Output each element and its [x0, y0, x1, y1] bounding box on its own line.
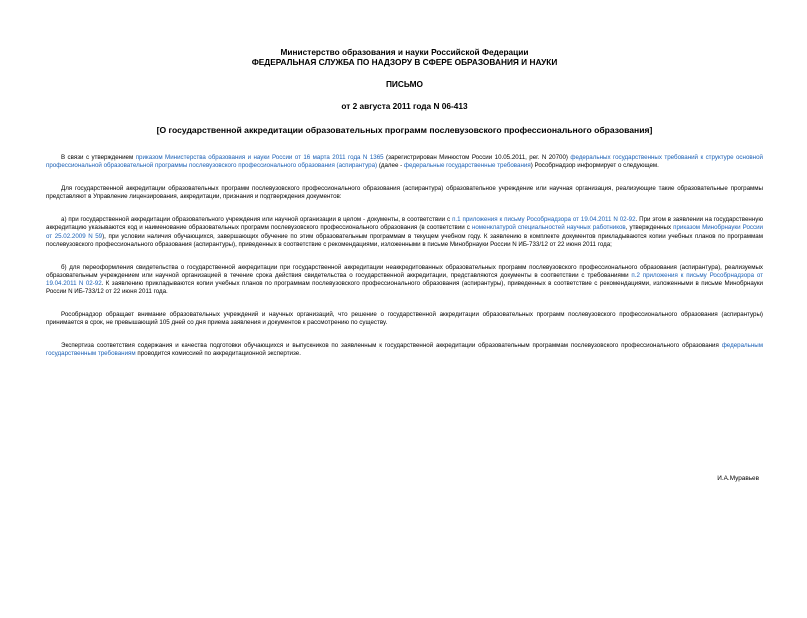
text-run: (далее - — [377, 162, 404, 170]
link-nomenclature[interactable]: номенклатурой специальностей научных работников — [471, 224, 626, 232]
paragraph-5 — [46, 311, 763, 327]
document-body — [46, 154, 763, 359]
link-fgt-requirements[interactable]: федеральным государственным требованиям — [46, 342, 763, 358]
ministry-name: Министерство образования и науки Российской Федерации — [280, 47, 529, 57]
link-letter-02-92-p2[interactable]: п.2 приложения к письму Рособрнадзора от 19.04.2011 N 02-92 — [46, 271, 763, 287]
text-run: (зарегистрирован Минюстом России 10.05.2011, рег. N 20700) — [383, 154, 571, 161]
paragraph-3 — [46, 216, 763, 248]
paragraph-6 — [46, 342, 763, 358]
text-run: Для государственной аккредитации образовательных программ послевузовского профессионального образования (аспирантура) образовательное учреждение или научная организация, реализующие такие образовательные программы представляют в Управление лицензирования, аккредитации, признания и подтверждения документов: — [46, 185, 763, 201]
document-subject: [О государственной аккредитации образовательных программ послевузовского профессионального образования] — [156, 125, 653, 135]
link-fgt-short[interactable]: федеральные государственные требования — [403, 162, 531, 170]
paragraph-2 — [46, 185, 763, 201]
service-name: ФЕДЕРАЛЬНАЯ СЛУЖБА ПО НАДЗОРУ В СФЕРЕ ОБРАЗОВАНИЯ И НАУКИ — [251, 57, 558, 67]
text-run: , утвержденных — [625, 224, 674, 232]
text-run: Экспертиза соответствия содержания и качества подготовки обучающихся и выпускников по заявленным к государственной аккредитации образовательным программам послевузовского профессионального образования — [61, 342, 722, 350]
document-type: ПИСЬМО — [385, 79, 424, 89]
link-order-59[interactable]: приказом Минобрнауки России от 25.02.2009 N 59 — [46, 224, 763, 240]
text-run: б) для переоформления свидетельства о государственной аккредитации при государственной аккредитации неаккредитованных образовательных программ послевузовского профессионального образования (аспирантура), реализуемых образовательным учреждением или научной организацией в течение срока действия свидетельства о государственной аккредитации, представляются документы в соответствии с требованиями — [46, 263, 763, 279]
link-letter-02-92-p1[interactable]: п.1 приложения к письму Рособрнадзора от 19.04.2011 N 02-92 — [452, 216, 636, 224]
text-run: . При этом в заявлении на государственную аккредитацию указываются код и наименование образовательных программ послевузовского профессионального образования (в соответствии с — [46, 216, 763, 232]
text-run: В связи с утверждением — [61, 154, 136, 161]
paragraph-4 — [46, 264, 763, 296]
signature: И.А.Муравьев — [717, 475, 759, 482]
text-run: а) при государственной аккредитации образовательного учреждения или научной организации в целом - документы, в соответствии с — [61, 216, 453, 224]
text-run: ) Рособрнадзор информирует о следующем. — [530, 162, 659, 170]
link-fgt-structure[interactable]: федеральных государственных требований к структуре основной профессиональной образовательной программы послевузовского профессионального образования (аспирантура) — [46, 154, 763, 170]
document-date-number: от 2 августа 2011 года N 06-413 — [341, 101, 468, 111]
document-page — [0, 47, 807, 618]
text-run: . К заявлению прикладываются копии учебных планов по программам послевузовского профессионального образования (аспирантуры), приведенных в соответствие с рекомендациями, изложенными в письме Минобрнауки России N ИБ-733/12 от 22 июня 2011 года. — [46, 279, 763, 296]
document-header — [46, 47, 763, 135]
paragraph-1 — [46, 154, 763, 170]
link-order-1365[interactable]: приказом Министерства образования и науки России от 16 марта 2011 года N 1365 — [135, 154, 384, 161]
text-run: Рособрнадзор обращает внимание образовательных учреждений и научных организаций, что решение о государственной аккредитации образовательных программ послевузовского профессионального образования (аспирантуры) принимается в срок, не превышающий 105 дней со дня приема заявления и документов к рассмотрению по существу. — [46, 311, 763, 327]
text-run: ), при условии наличия обучающихся, завершающих обучение по этим образовательным программам в текущем учебном году. К заявлению в комплекте документов прикладываются копии учебных планов по программам послевузовского профессионального образования (аспирантуры), приведенных в соответствие с рекомендациями, изложенными в письме Минобрнауки России N ИБ-733/12 от 22 июня 2011 года; — [46, 232, 763, 248]
text-run: проводится комиссией по аккредитационной экспертизе. — [135, 350, 301, 358]
